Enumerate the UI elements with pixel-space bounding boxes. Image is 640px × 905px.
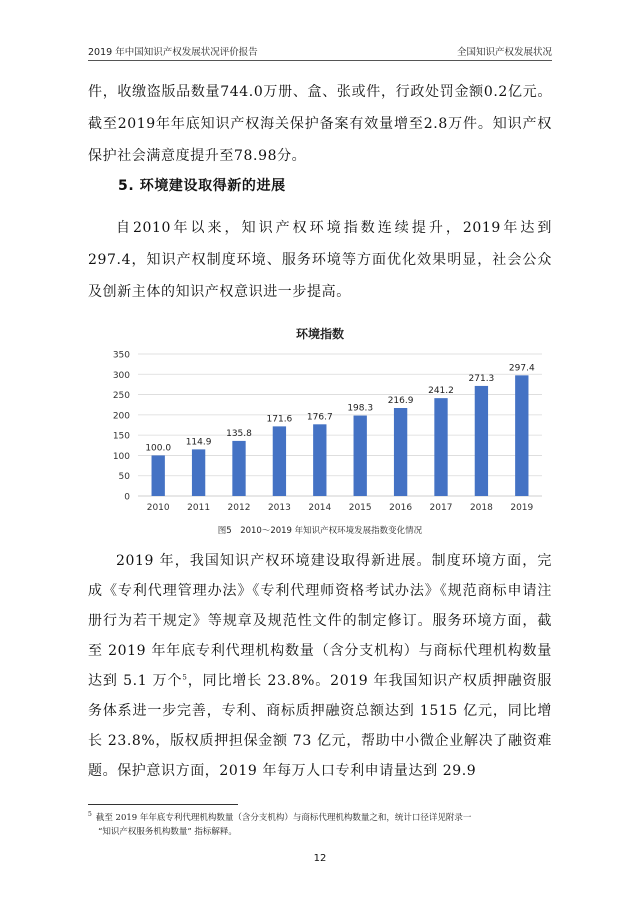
footnote-divider [88, 804, 238, 805]
x-tick-label: 2015 [348, 503, 372, 513]
environment-index-chart [88, 318, 552, 522]
bar-value-label: 171.6 [266, 414, 293, 425]
x-tick-label: 2018 [469, 503, 493, 513]
header-right-title: 全国知识产权发展状况 [456, 47, 552, 58]
chart-y-axis [113, 351, 130, 503]
y-tick-label: 250 [112, 391, 130, 402]
paragraph-3-text-b: ，同比增长 23.8%。2019 年我国知识产权质押融资服务体系进一步完善，专利、商标质押融资总额达到 1515 亿元，同比增长 23.8%，版权质押担保金额 73 亿元，帮助中小微企业解决了融资难题。保护意识方面，2019 年每万人口专利申请量达到 29.9 [88, 673, 552, 779]
footnote-number: 5 [88, 811, 92, 818]
y-tick-label: 100 [112, 451, 130, 462]
bar-value-label: 198.3 [347, 403, 374, 414]
page-header [88, 40, 552, 58]
bar-value-label: 176.7 [306, 412, 333, 423]
bar-value-label: 297.4 [508, 363, 535, 374]
paragraph-2: 自2010年以来，知识产权环境指数连续提升，2019年达到297.4，知识产权制度环境、服务环境等方面优化效果明显，社会公众及创新主体的知识产权意识进一步提高。 [88, 220, 552, 300]
y-tick-label: 50 [118, 472, 130, 483]
x-tick-label: 2016 [389, 503, 413, 513]
bar-value-label: 216.9 [387, 396, 414, 407]
header-divider [88, 60, 552, 61]
page-number: 12 [313, 853, 327, 864]
chart-title: 环境指数 [295, 327, 345, 341]
chart-bars [152, 375, 529, 496]
y-tick-label: 200 [112, 411, 130, 422]
y-tick-label: 150 [112, 431, 130, 442]
bar [515, 375, 528, 496]
footnote-line-1 [88, 808, 552, 825]
bar-value-label: 100.0 [145, 443, 172, 454]
bar-value-label: 135.8 [226, 428, 252, 439]
y-tick-label: 0 [124, 492, 130, 503]
paragraph-1: 件，收缴盗版品数量744.0万册、盒、张或件，行政处罚金额0.2亿元。截至2019年年底知识产权海关保护备案有效量增至2.8万件。知识产权保护社会满意度提升至78.98分。 [88, 84, 552, 164]
x-tick-label: 2019 [510, 503, 534, 513]
bar [354, 416, 367, 496]
x-tick-label: 2017 [429, 503, 453, 513]
footnote-text-1: 截至 2019 年年底专利代理机构数量（含分支机构）与商标代理机构数量之和，统计口径详见附录一 [95, 812, 472, 823]
x-tick-label: 2014 [308, 503, 332, 513]
y-tick-label: 350 [112, 350, 130, 361]
bar [313, 424, 326, 496]
footnote-text-2: “知识产权服务机构数量” 指标解释。 [98, 826, 237, 837]
x-tick-label: 2010 [146, 503, 170, 513]
bar-value-label: 241.2 [428, 386, 454, 397]
bar-value-label: 271.3 [468, 373, 495, 384]
bar [152, 455, 165, 496]
section-heading: 5. 环境建设取得新的进展 [118, 178, 286, 194]
paragraph-3-text-a: 2019 年，我国知识产权环境建设取得新进展。制度环境方面，完成《专利代理管理办法》《专利代理师资格考试办法》《规范商标申请注册行为若干规定》等规章及规范性文件的制定修订。服务环境方面，截至 2019 年年底专利代理机构数量（含分支机构）与商标代理机构数量达到 5.1 万个 [88, 553, 552, 689]
x-tick-label: 2011 [187, 503, 211, 513]
chart-x-axis [147, 503, 534, 513]
bar [232, 441, 245, 496]
x-tick-label: 2013 [267, 503, 291, 513]
bar [475, 386, 488, 496]
x-tick-label: 2012 [227, 503, 251, 513]
y-tick-label: 300 [112, 370, 130, 381]
header-left-title: 2019 年中国知识产权发展状况评价报告 [88, 47, 258, 58]
bar [434, 398, 447, 496]
bar [273, 426, 286, 496]
bar [192, 449, 205, 496]
figure-caption: 图5 2010～2019 年知识产权环境发展指数变化情况 [217, 526, 423, 536]
footnote [88, 808, 552, 839]
footnote-reference[interactable]: 5 [182, 673, 188, 682]
bar-value-label: 114.9 [185, 437, 212, 448]
bar [394, 408, 407, 496]
paragraph-3 [88, 546, 552, 786]
